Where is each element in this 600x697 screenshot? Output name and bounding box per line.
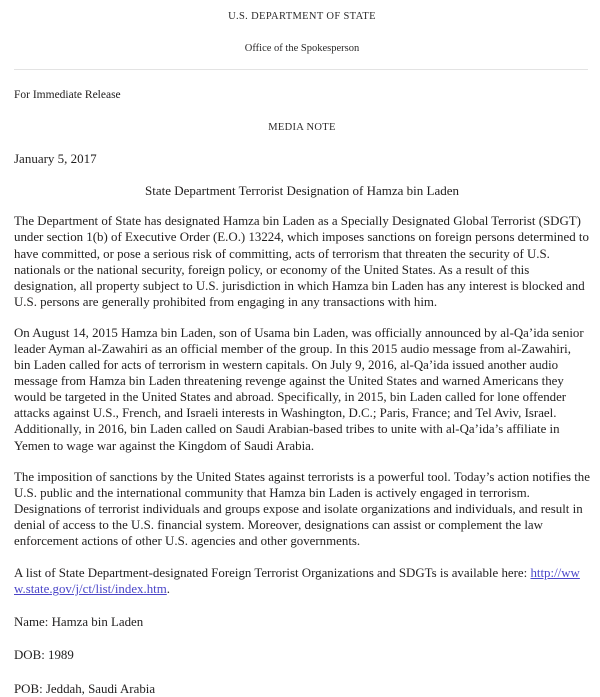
- body-paragraph: The imposition of sanctions by the United States against terrorists is a powerful tool. Today’s action notifies the U.S. public and the international community that Hamza bin Laden is actively engaged in terrorism. Designations of terrorist individuals and groups expose and isolate organizations and individuals, and result in denial of access to the U.S. financial system. Moreover, designations can assist or complement the law enforcement actions of other U.S. agencies and other governments.: [14, 469, 590, 549]
- resource-link-lead-text: A list of State Department-designated Foreign Terrorist Organizations and SDGTs is available here:: [14, 566, 531, 581]
- subject-dob-field: DOB: 1989: [14, 648, 74, 663]
- masthead: [14, 0, 590, 55]
- release-status: For Immediate Release: [14, 89, 121, 102]
- header-divider: [14, 69, 588, 70]
- office-subheading: Office of the Spokesperson: [244, 42, 360, 54]
- ftos-sdgts-list-link[interactable]: http://www.state.gov/j/ct/list/index.htm: [14, 566, 580, 597]
- page-title: State Department Terrorist Designation of Hamza bin Laden: [145, 182, 459, 198]
- subject-pob-field: POB: Jeddah, Saudi Arabia: [14, 681, 156, 696]
- body-paragraph: The Department of State has designated Hamza bin Laden as a Specially Designated Global Terrorist (SDGT) under section 1(b) of Executive Order (E.O.) 13224, which imposes sanctions on foreign persons determined to have committed, or pose a serious risk of committing, acts of terrorism that threaten the security of U.S. nationals or the national security, foreign policy, or economy of the United States. As a result of this designation, all property subject to U.S. jurisdiction in which Hamza bin Laden has any interest is blocked and U.S. persons are generally prohibited from engaging in any transactions with him.: [14, 214, 589, 309]
- body-paragraph: On August 14, 2015 Hamza bin Laden, son of Usama bin Laden, was officially announced by al-Qa’ida senior leader Ayman al-Zawahiri as an official member of the group. In this 2015 audio message from al-Zawahiri, bin Laden called for acts of terrorism in western capitals. On July 9, 2016, al-Qa’ida issued another audio message from Hamza bin Laden threatening revenge against the United States and warned Americans they would be targeted in the United States and abroad. Specifically, in 2015, bin Laden called for lone offender attacks against U.S., French, and Israeli interests in Washington, D.C.; Paris, France; and Tel Aviv, Israel. Additionally, in 2016, bin Laden called on Saudi Arabian-based tribes to unite with al-Qa’ida’s affiliate in Yemen to wage war against the Kingdom of Saudi Arabia.: [14, 325, 584, 453]
- document-type-label: MEDIA NOTE: [268, 121, 336, 133]
- resource-link-trailing-text: .: [166, 582, 170, 597]
- resource-link-paragraph: [14, 565, 590, 597]
- release-date: January 5, 2017: [14, 151, 97, 167]
- department-heading: U.S. DEPARTMENT OF STATE: [228, 11, 376, 22]
- subject-name-field: Name: Hamza bin Laden: [14, 615, 144, 630]
